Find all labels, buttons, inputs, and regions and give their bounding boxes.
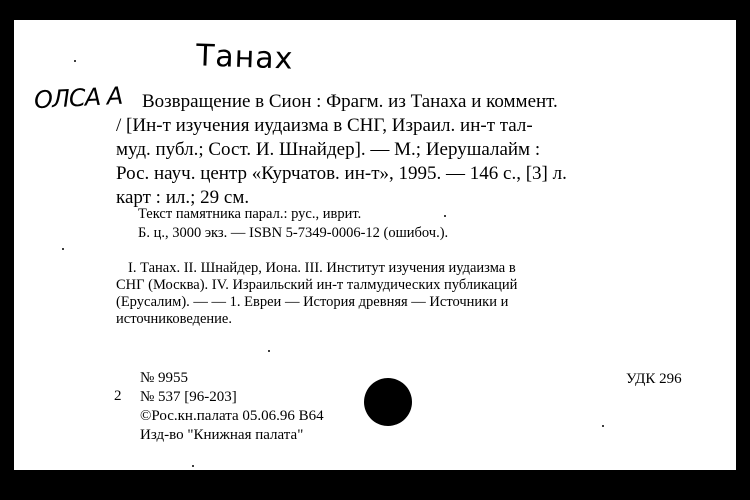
scan-speck: [74, 60, 76, 62]
scan-speck: [268, 350, 270, 352]
side-number: 2: [114, 388, 122, 404]
footer-block: [116, 369, 324, 445]
notes-block: [138, 205, 658, 243]
footer-line: № 9955: [140, 370, 189, 386]
tracing-line: I. Танах. II. Шнайдер, Иона. III. Институт изучения иудаизма в: [128, 260, 516, 276]
footer-line: Изд-во "Книжная палата": [140, 427, 304, 443]
note-line: Текст памятника парал.: рус., иврит.: [138, 206, 362, 222]
entry-line: муд. публ.; Сост. И. Шнайдер]. — М.; Иерушалайм :: [116, 139, 541, 160]
scan-speck: [192, 465, 194, 467]
scan-speck: [444, 215, 446, 217]
entry-line: карт : ил.; 29 см.: [116, 187, 250, 208]
punch-hole: [364, 378, 412, 426]
handwritten-title: Танах: [195, 38, 295, 77]
udk-code: УДК 296: [626, 371, 682, 387]
scan-speck: [602, 425, 604, 427]
main-entry: [116, 90, 696, 210]
note-line: Б. ц., 3000 экз. — ISBN 5-7349-0006-12 (ошибоч.).: [138, 225, 449, 241]
entry-line: / [Ин-т изучения иудаизма в СНГ, Израил. ин-т тал-: [116, 115, 533, 136]
handwritten-code: ОЛСА А: [33, 81, 123, 115]
scan-speck: [62, 248, 64, 250]
footer-line: № 537 [96-203]: [140, 389, 237, 405]
entry-line: Возвращение в Сион : Фрагм. из Танаха и коммент.: [142, 91, 558, 112]
footer-line: ©Рос.кн.палата 05.06.96 В64: [140, 408, 324, 424]
tracing-line: (Ерусалим). — — 1. Евреи — История древняя — Источники и: [116, 294, 509, 310]
tracings-block: [116, 260, 696, 328]
catalog-card: [14, 20, 736, 470]
tracing-line: СНГ (Москва). IV. Израильский ин-т талмудических публикаций: [116, 277, 518, 293]
entry-line: Рос. науч. центр «Курчатов. ин-т», 1995. — 146 с., [3] л.: [116, 163, 567, 184]
tracing-line: источниковедение.: [116, 311, 232, 327]
